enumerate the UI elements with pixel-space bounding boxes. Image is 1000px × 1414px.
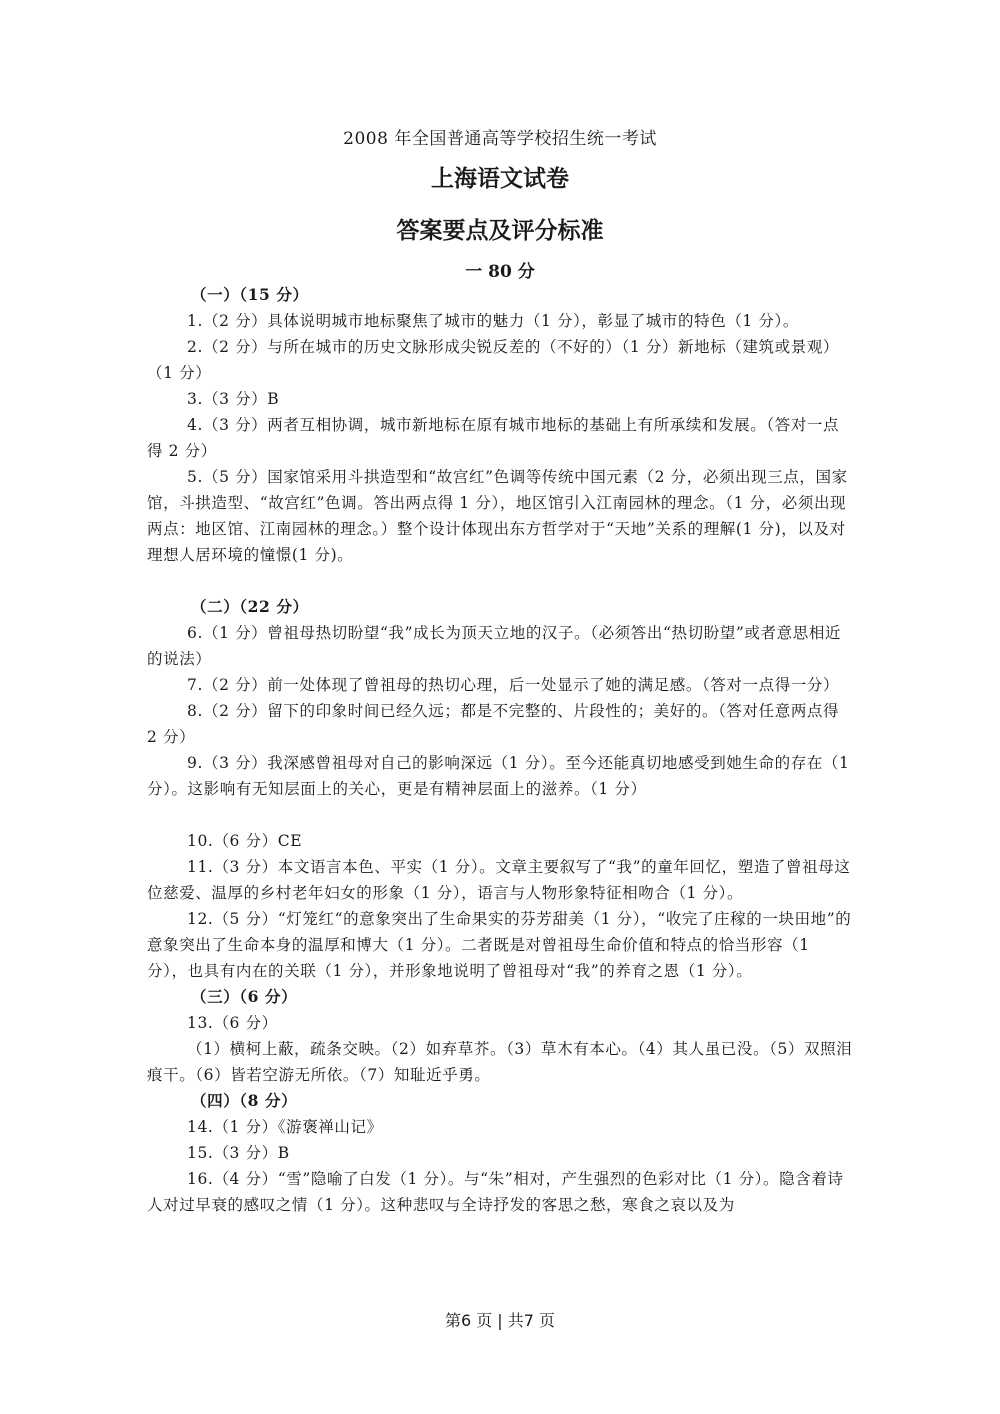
answer-item: 8.（2 分）留下的印象时间已经久远；都是不完整的、片段性的；美好的。（答对任意两点得 2 分） <box>147 702 840 746</box>
page-footer: 第6 页 | 共7 页 <box>444 1311 556 1330</box>
answer-title: 答案要点及评分标准 <box>396 218 604 244</box>
answer-item: 2.（2 分）与所在城市的历史文脉形成尖锐反差的（不好的）（1 分）新地标（建筑或景观）（1 分） <box>147 338 840 382</box>
paper-title: 上海语文试卷 <box>431 166 569 192</box>
answer-item: 5.（5 分）国家馆采用斗拱造型和“故宫红”色调等传统中国元素（2 分，必须出现三点，国家馆，斗拱造型、“故宫红”色调。答出两点得 1 分），地区馆引入江南园林的理念。（1 分，必须出现两点：地区馆、江南园林的理念。）整个设计体现出东方哲学对于“天地”关系的理解(1 分)，以及对理想人居环境的憧憬(1 分)。 <box>147 468 848 564</box>
section-heading: （四）（8 分） <box>191 1091 298 1110</box>
section-heading: （二）（22 分） <box>191 597 309 616</box>
answer-item: （1）横柯上蔽，疏条交映。（2）如弃草芥。（3）草木有本心。（4）其人虽已没。（5）双照泪痕干。（6）皆若空游无所依。（7）知耻近乎勇。 <box>147 1040 853 1084</box>
exam-title: 2008 年全国普通高等学校招生统一考试 <box>343 129 657 149</box>
section-heading: （一）（15 分） <box>191 285 309 304</box>
answer-item: 3.（3 分）B <box>187 390 280 408</box>
spacer <box>147 802 853 828</box>
answer-item: 15.（3 分）B <box>187 1144 290 1162</box>
answer-item: 16.（4 分）“雪”隐喻了白发（1 分）。与“朱”相对，产生强烈的色彩对比（1 分）。隐含着诗人对过早衰的感叹之情（1 分）。这种悲叹与全诗抒发的客思之愁，寒食之哀以及为 <box>147 1170 844 1214</box>
answer-body <box>147 282 853 1218</box>
answer-item: 10.（6 分）CE <box>187 832 303 850</box>
answer-item: 12.（5 分）“灯笼红“的意象突出了生命果实的芬芳甜美（1 分），“收完了庄稼的一块田地”的意象突出了生命本身的温厚和博大（1 分）。二者既是对曾祖母生命价值和特点的恰当形容（1 分），也具有内在的关联（1 分），并形象地说明了曾祖母对“我”的养育之恩（1 分）。 <box>147 910 852 980</box>
spacer <box>147 568 853 594</box>
answer-item: 6.（1 分）曾祖母热切盼望“我”成长为顶天立地的汉子。（必须答出“热切盼望”或者意思相近的说法） <box>147 624 842 668</box>
answer-item: 9.（3 分）我深感曾祖母对自己的影响深远（1 分）。至今还能真切地感受到她生命的存在（1 分）。这影响有无知层面上的关心，更是有精神层面上的滋养。（1 分） <box>147 754 850 798</box>
answer-item: 11.（3 分）本文语言本色、平实（1 分）。文章主要叙写了“我”的童年回忆，塑造了曾祖母这位慈爱、温厚的乡村老年妇女的形象（1 分），语言与人物形象特征相吻合（1 分）。 <box>147 858 851 902</box>
answer-item: 1.（2 分）具体说明城市地标聚焦了城市的魅力（1 分），彰显了城市的特色（1 分）。 <box>187 312 799 330</box>
answer-item: 14.（1 分）《游褒禅山记》 <box>187 1118 383 1136</box>
total-score: 一 80 分 <box>465 262 535 282</box>
answer-item: 13.（6 分） <box>187 1014 278 1032</box>
section-heading: （三）（6 分） <box>191 987 298 1006</box>
answer-item: 4.（3 分）两者互相协调，城市新地标在原有城市地标的基础上有所承续和发展。（答对一点得 2 分） <box>147 416 840 460</box>
answer-item: 7.（2 分）前一处体现了曾祖母的热切心理，后一处显示了她的满足感。（答对一点得一分） <box>187 676 840 694</box>
